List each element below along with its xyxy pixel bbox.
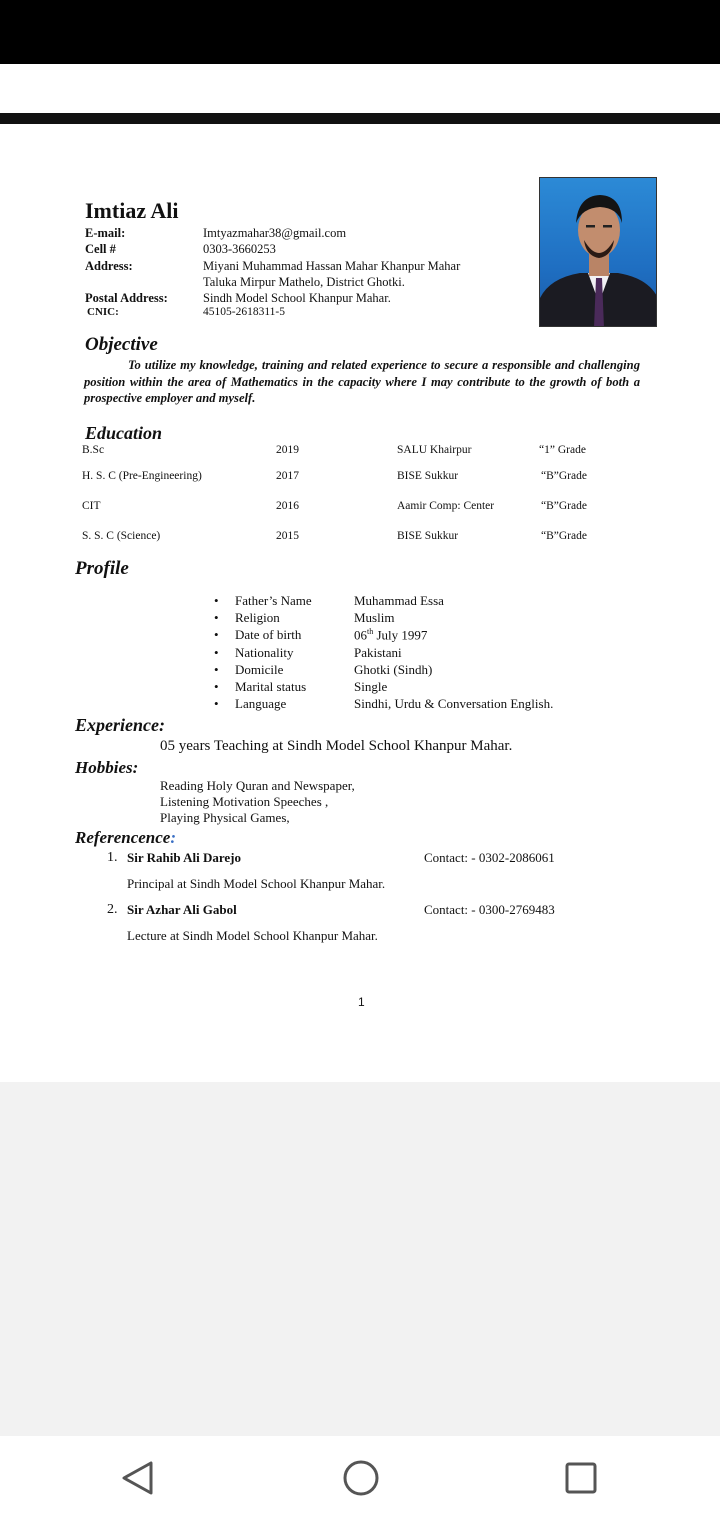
experience-text: 05 years Teaching at Sindh Model School Khanpur Mahar.	[160, 738, 513, 754]
recents-square-icon[interactable]	[561, 1458, 601, 1498]
navigation-bar	[0, 1436, 720, 1520]
cell-label: Cell #	[85, 242, 116, 256]
profile-label: Father’s Name	[235, 593, 312, 608]
hobby-item: Playing Physical Games,	[160, 810, 290, 825]
hobbies-heading: Hobbies:	[75, 758, 139, 777]
hobby-item: Listening Motivation Speeches ,	[160, 794, 329, 809]
back-triangle-icon[interactable]	[118, 1458, 158, 1498]
address-label: Address:	[85, 259, 133, 273]
profile-label: Religion	[235, 610, 280, 625]
profile-heading: Profile	[75, 558, 129, 579]
dob-month-year: July 1997	[373, 627, 428, 643]
objective-heading: Objective	[85, 334, 158, 355]
dob-suffix: th	[367, 627, 374, 636]
reference-contact: Contact: - 0300-2769483	[424, 902, 555, 917]
profile-value: Single	[354, 679, 388, 694]
profile-label: Marital status	[235, 679, 307, 694]
education-year: 2015	[276, 530, 299, 542]
profile-photo	[539, 177, 657, 327]
top-divider	[0, 113, 720, 124]
page-number: 1	[358, 995, 365, 1009]
profile-value: Sindhi, Urdu & Conversation English.	[354, 696, 554, 711]
profile-label: Domicile	[235, 662, 284, 677]
references-heading-colon: :	[170, 828, 177, 847]
education-degree: S. S. C (Science)	[82, 530, 161, 542]
education-grade: “B”Grade	[541, 500, 587, 512]
bullet-icon: •	[214, 662, 219, 677]
education-degree: H. S. C (Pre-Engineering)	[82, 470, 202, 482]
profile-value: Pakistani	[354, 645, 402, 660]
bullet-icon: •	[214, 696, 219, 711]
education-board: BISE Sukkur	[397, 470, 459, 482]
education-grade: “B”Grade	[541, 470, 587, 482]
postal-label: Postal Address:	[85, 291, 168, 305]
objective-text: To utilize my knowledge, training and related experience to secure a responsible and challenging position within the area of Mathematics in the capacity where I may contribute to the growth of both a prospective employer and myself.	[84, 358, 640, 405]
reference-number: 2.	[107, 902, 118, 917]
education-board: Aamir Comp: Center	[397, 500, 495, 512]
education-year: 2017	[276, 470, 299, 482]
email-label: E-mail:	[85, 226, 126, 240]
education-degree: CIT	[82, 500, 101, 512]
cnic-label: CNIC:	[87, 306, 119, 318]
cnic-value: 45105-2618311-5	[203, 306, 285, 318]
profile-label: Date of birth	[235, 627, 302, 642]
reference-role: Principal at Sindh Model School Khanpur Mahar.	[127, 876, 386, 891]
address-line-2: Taluka Mirpur Mathelo, District Ghotki.	[203, 275, 405, 289]
bullet-icon: •	[214, 610, 219, 625]
profile-value	[354, 627, 427, 643]
profile-label: Language	[235, 696, 287, 711]
education-year: 2019	[276, 444, 299, 456]
bullet-icon: •	[214, 679, 219, 694]
education-grade: “B”Grade	[541, 530, 587, 542]
person-portrait-icon	[540, 178, 657, 327]
education-year: 2016	[276, 500, 299, 512]
dob-day: 06	[354, 627, 367, 643]
cell-value: 0303-3660253	[203, 242, 276, 256]
profile-value: Muhammad Essa	[354, 593, 444, 608]
document-page	[0, 64, 720, 1082]
education-heading: Education	[85, 423, 163, 443]
references-heading	[75, 828, 176, 848]
reference-contact: Contact: - 0302-2086061	[424, 850, 555, 865]
reference-name: Sir Rahib Ali Darejo	[127, 850, 242, 865]
hobby-item: Reading Holy Quran and Newspaper,	[160, 778, 355, 793]
profile-value: Muslim	[354, 610, 395, 625]
education-grade: “1” Grade	[539, 444, 586, 456]
home-circle-icon[interactable]	[341, 1458, 381, 1498]
bullet-icon: •	[214, 645, 219, 660]
reference-role: Lecture at Sindh Model School Khanpur Mahar.	[127, 928, 378, 943]
reference-name: Sir Azhar Ali Gabol	[127, 902, 237, 917]
experience-heading: Experience:	[75, 715, 165, 735]
profile-value: Ghotki (Sindh)	[354, 662, 433, 677]
bullet-icon: •	[214, 627, 219, 642]
education-board: BISE Sukkur	[397, 530, 459, 542]
reference-number: 1.	[107, 850, 118, 865]
postal-value: Sindh Model School Khanpur Mahar.	[203, 291, 391, 305]
resume-name: Imtiaz Ali	[85, 198, 179, 223]
bullet-icon: •	[214, 593, 219, 608]
references-heading-text: Referencence	[75, 828, 171, 847]
email-value: Imtyazmahar38@gmail.com	[203, 226, 347, 240]
education-degree: B.Sc	[82, 444, 105, 456]
address-line-1: Miyani Muhammad Hassan Mahar Khanpur Mahar	[203, 259, 461, 273]
profile-label: Nationality	[235, 645, 294, 660]
status-bar	[0, 0, 720, 64]
education-board: SALU Khairpur	[397, 444, 472, 456]
